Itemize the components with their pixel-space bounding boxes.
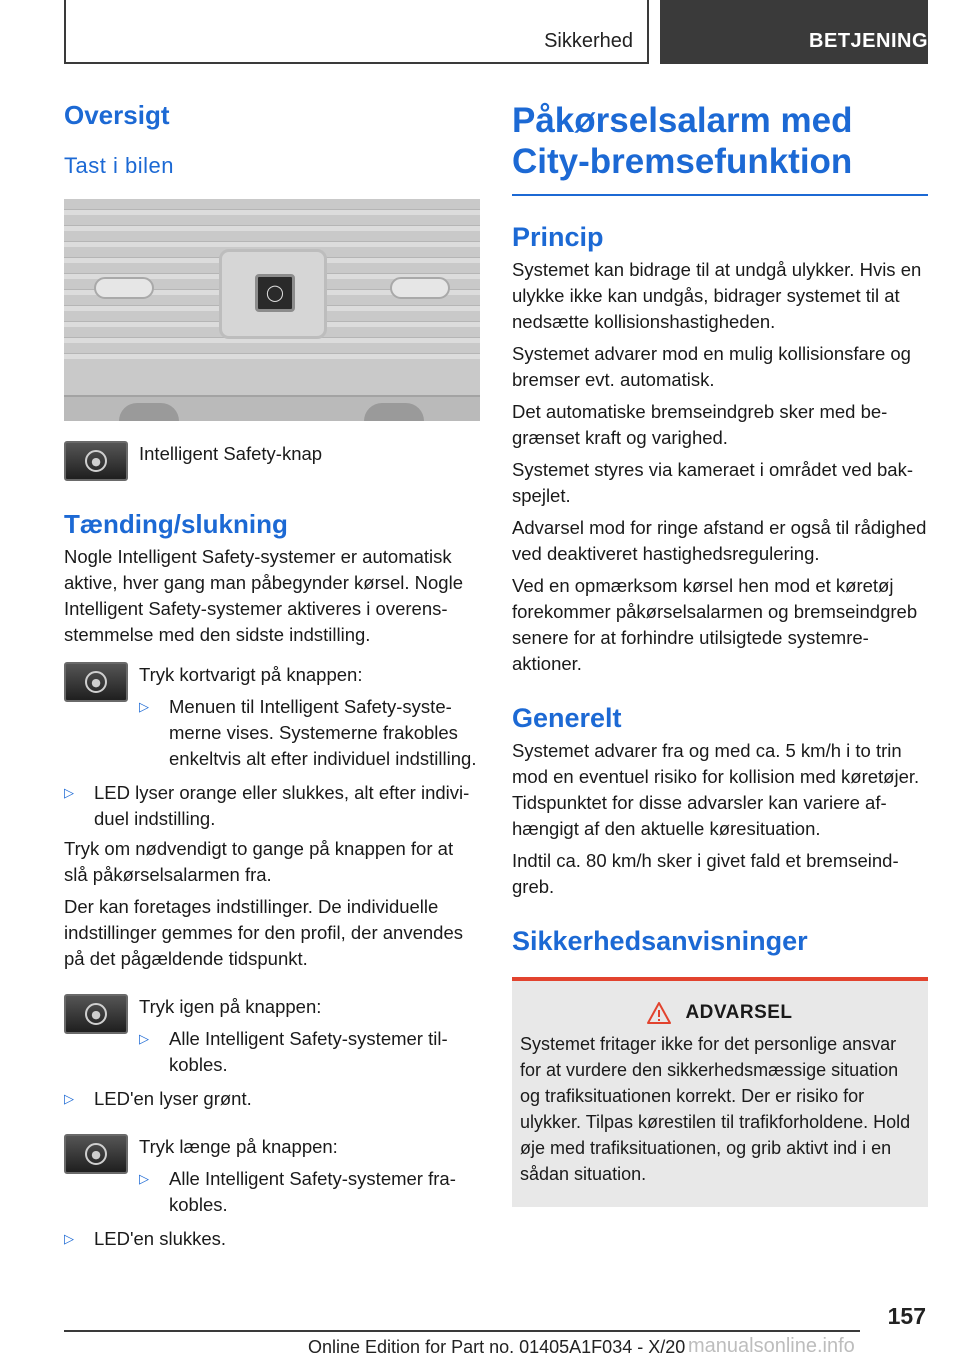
heading-general: Generelt <box>512 703 622 733</box>
list-item: ▷ Alle Intelligent Safety-systemer frakobles. <box>139 1168 456 1215</box>
icon-caption-row <box>64 441 480 487</box>
paragraph: Ved en opmærksom kørsel hen mod et køretøj forekommer påkørselsalarmen og bremseindgreb senere for at forhindre utilsigtede systemreaktioner. <box>512 575 918 674</box>
triangle-bullet-icon: ▷ <box>64 1231 74 1246</box>
page-header <box>64 0 928 64</box>
warning-title: ADVARSEL <box>685 1002 793 1023</box>
dashboard-illustration <box>64 199 480 421</box>
page-number: 157 <box>887 1303 926 1329</box>
intelligent-safety-icon: ● <box>64 441 128 481</box>
footer-edition: Online Edition for Part no. 01405A1F034 - X/20 <box>308 1337 686 1357</box>
paragraph-intro: Nogle Intelligent Safety-systemer er automatisk aktive, hver gang man påbegynder kørsel. Nogle Intelligent Safety-systemer aktiveres i overensstemmelse med den sidste indstilling. <box>64 546 463 645</box>
triangle-bullet-icon: ▷ <box>139 1031 149 1046</box>
paragraph: Det automatiske bremseindgreb sker med begrænset kraft og varighed. <box>512 401 888 448</box>
header-chapter-tab <box>660 0 928 64</box>
heading-divider <box>512 194 928 196</box>
step-long-press-text: Tryk længe på knappen: <box>139 1136 338 1157</box>
paragraph: Indtil ca. 80 km/h sker i givet fald et bremseindgreb. <box>512 850 899 897</box>
footer-divider <box>64 1330 860 1332</box>
intelligent-safety-icon: ● <box>64 1134 128 1174</box>
paragraph: Advarsel mod for ringe afstand er også til rådighed ved deaktiveret hastighedsregulering. <box>512 517 927 564</box>
paragraph: Systemet kan bidrage til at undgå ulykker. Hvis en ulykke ikke kan undgås, bidrager systemet til at nedsætte kollisionshastigheden. <box>512 259 922 332</box>
paragraph: Systemet styres via kameraet i området ved bakspejlet. <box>512 459 913 506</box>
warning-box <box>512 977 928 1207</box>
triangle-bullet-icon: ▷ <box>139 699 149 714</box>
warning-triangle-icon <box>647 1001 671 1025</box>
step-short-press <box>64 662 480 772</box>
heading-principle: Princip <box>512 222 604 252</box>
heading-collision-warning: Påkørselsalarm med City-bremsefunktion <box>512 101 853 181</box>
paragraph-settings: Der kan foretages indstillinger. De individuelle indstillinger gemmes for den profil, der anvendes på det pågældende tidspunkt. <box>64 896 463 969</box>
list-item: ▷ LED lyser orange eller slukkes, alt efter individuel indstilling. <box>64 782 470 829</box>
triangle-bullet-icon: ▷ <box>64 1091 74 1106</box>
heading-safety-notes: Sikkerhedsanvisninger <box>512 926 808 956</box>
intelligent-safety-icon: ● <box>64 662 128 702</box>
right-column <box>512 100 928 1207</box>
icon-caption: Intelligent Safety-knap <box>139 443 323 464</box>
step-short-press-text: Tryk kortvarigt på knappen: <box>139 664 363 685</box>
header-chapter-title: BETJENING <box>809 30 928 52</box>
paragraph: Systemet advarer mod en mulig kollisionsfare og bremser evt. automatisk. <box>512 343 911 390</box>
intelligent-safety-icon: ● <box>64 994 128 1034</box>
list-item: ▷ Menuen til Intelligent Safety-systemerne vises. Systemerne frakobles enkeltvis alt efter individuel indstilling. <box>139 696 477 769</box>
warning-text: Systemet fritager ikke for det personlige ansvar for at vurdere den sikkerhedsmæssige situation og trafiksituationen korrekt. Der er risiko for ulykker. Tilpas kørestilen til trafikforholdene. Hold øje med trafiksituationen, og grib aktivt ind i en sådan situation. <box>520 1034 911 1184</box>
list-item: ▷ LED'en slukkes. <box>64 1226 480 1252</box>
step-press-again <box>64 994 480 1078</box>
header-section-tab <box>64 0 649 64</box>
left-column <box>64 100 480 1256</box>
triangle-bullet-icon: ▷ <box>139 1171 149 1186</box>
paragraph-twice: Tryk om nødvendigt to gange på knappen for at slå påkørselsalarmen fra. <box>64 838 454 885</box>
triangle-bullet-icon: ▷ <box>64 785 74 800</box>
paragraph: Systemet advarer fra og med ca. 5 km/h i to trin mod en eventuel risiko for kollision med køretøjer. Tidspunktet for disse advarsler kan variere afhængigt af den aktuelle køresituation. <box>512 740 920 839</box>
step-press-again-text: Tryk igen på knappen: <box>139 996 322 1017</box>
list-item: ▷ LED'en lyser grønt. <box>64 1086 480 1112</box>
dashboard-switch-panel <box>219 249 327 339</box>
heading-button-in-car: Tast i bilen <box>64 153 174 178</box>
safety-button-image-icon: ◯ <box>255 274 295 312</box>
heading-on-off: Tænding/slukning <box>64 509 288 539</box>
footer-watermark: manualsonline.info <box>688 1335 855 1357</box>
list-item: ▷ Alle Intelligent Safety-systemer tilkobles. <box>139 1028 448 1075</box>
heading-overview: Oversigt <box>64 100 170 130</box>
header-section-title: Sikkerhed <box>544 30 633 52</box>
step-long-press <box>64 1134 480 1218</box>
